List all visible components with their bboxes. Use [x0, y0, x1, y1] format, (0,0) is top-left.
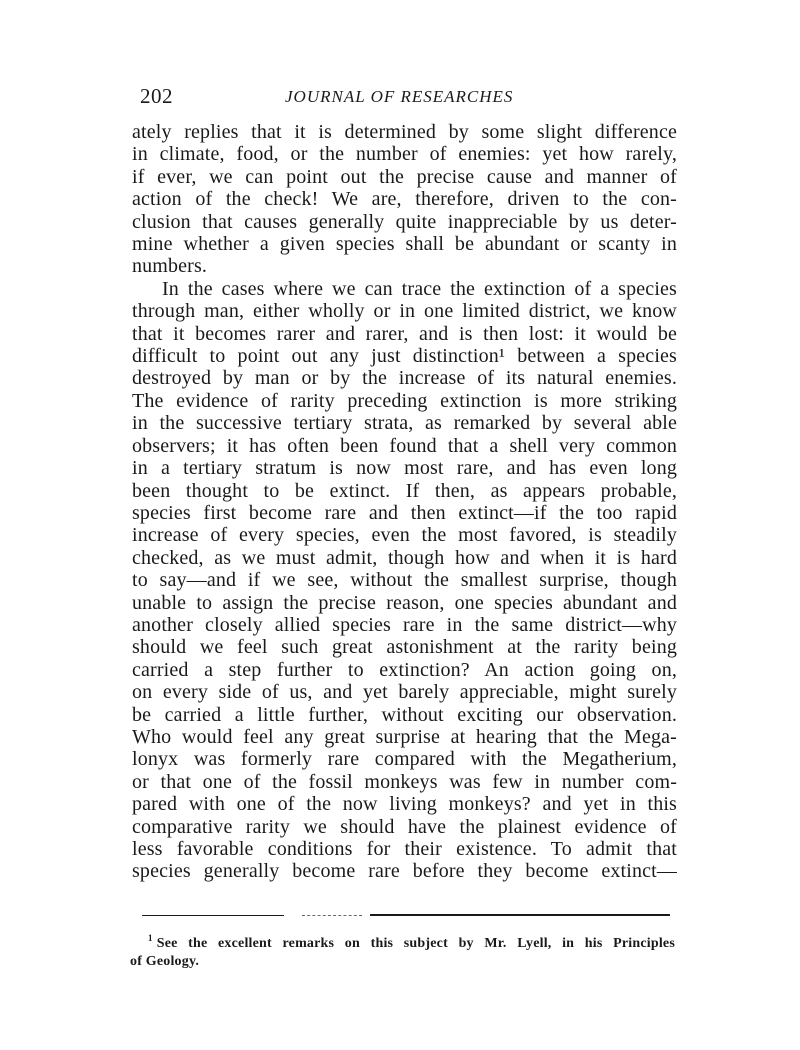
- text-line: in a tertiary stratum is now most rare, and has even long: [132, 457, 677, 480]
- separator-rule-left: [142, 915, 284, 916]
- text-line: mine whether a given species shall be abundant or scanty in: [132, 233, 677, 256]
- text-line: species generally become rare before they become extinct—: [132, 860, 677, 883]
- text-line: clusion that causes generally quite inappreciable by us deter-: [132, 210, 677, 233]
- text-line: destroyed by man or by the increase of its natural enemies.: [132, 367, 677, 390]
- text-line: observers; it has often been found that a shell very common: [132, 434, 677, 457]
- text-line: unable to assign the precise reason, one species abundant and: [132, 591, 677, 614]
- text-line: comparative rarity we should have the plainest evidence of: [132, 815, 677, 838]
- separator-rule-right: [370, 914, 670, 916]
- text-line: difficult to point out any just distinction¹ between a species: [132, 345, 677, 368]
- text-line: in climate, food, or the number of enemies: yet how rarely,: [132, 143, 677, 166]
- text-line: less favorable conditions for their existence. To admit that: [132, 838, 677, 860]
- running-head: JOURNAL OF RESEARCHES: [285, 87, 514, 106]
- text-line: carried a step further to extinction? An action going on,: [132, 658, 677, 681]
- text-line: to say—and if we see, without the smallest surprise, though: [132, 569, 677, 592]
- paragraph-first-line: In the cases where we can trace the extinction of a species: [162, 277, 677, 300]
- text-line: Who would feel any great surprise at hearing that the Mega-: [132, 725, 677, 748]
- text-line: numbers.: [132, 255, 208, 278]
- footnote-marker: 1: [148, 933, 153, 944]
- text-line: increase of every species, even the most favored, is steadily: [132, 524, 677, 547]
- text-line: if ever, we can point out the precise cause and manner of: [132, 165, 677, 188]
- footnote-line: [130, 935, 675, 953]
- page-number: 202: [140, 84, 173, 108]
- text-line: should we feel such great astonishment at the rarity being: [132, 636, 677, 659]
- footnote: [130, 935, 675, 971]
- text-line: action of the check! We are, therefore, driven to the con-: [132, 188, 677, 211]
- separator-rule-faint: [302, 915, 362, 916]
- text-line: checked, as we must admit, though how and when it is hard: [132, 546, 677, 569]
- text-line: in the successive tertiary strata, as remarked by several able: [132, 412, 677, 435]
- text-line: been thought to be extinct. If then, as appears probable,: [132, 479, 677, 502]
- text-line: be carried a little further, without exciting our observation.: [132, 703, 677, 726]
- text-line: The evidence of rarity preceding extinction is more striking: [132, 389, 677, 412]
- text-line: ately replies that it is determined by some slight difference: [132, 121, 677, 143]
- text-line: or that one of the fossil monkeys was few in number com-: [132, 770, 677, 793]
- text-line: through man, either wholly or in one limited district, we know: [132, 300, 677, 323]
- text-line: pared with one of the now living monkeys? and yet in this: [132, 793, 677, 816]
- body-text: [132, 121, 677, 883]
- text-line: on every side of us, and yet barely appreciable, might surely: [132, 681, 677, 704]
- footnote-text: See the excellent remarks on this subject by Mr. Lyell, in his Principles: [156, 936, 675, 951]
- text-line: lonyx was formerly rare compared with the Megatherium,: [132, 748, 677, 771]
- footnote-line: of Geology.: [130, 954, 200, 969]
- text-line: that it becomes rarer and rarer, and is then lost: it would be: [132, 322, 677, 345]
- text-line: species first become rare and then extinct—if the too rapid: [132, 501, 677, 524]
- footnote-separator: [142, 912, 670, 918]
- text-line: another closely allied species rare in the same district—why: [132, 613, 677, 636]
